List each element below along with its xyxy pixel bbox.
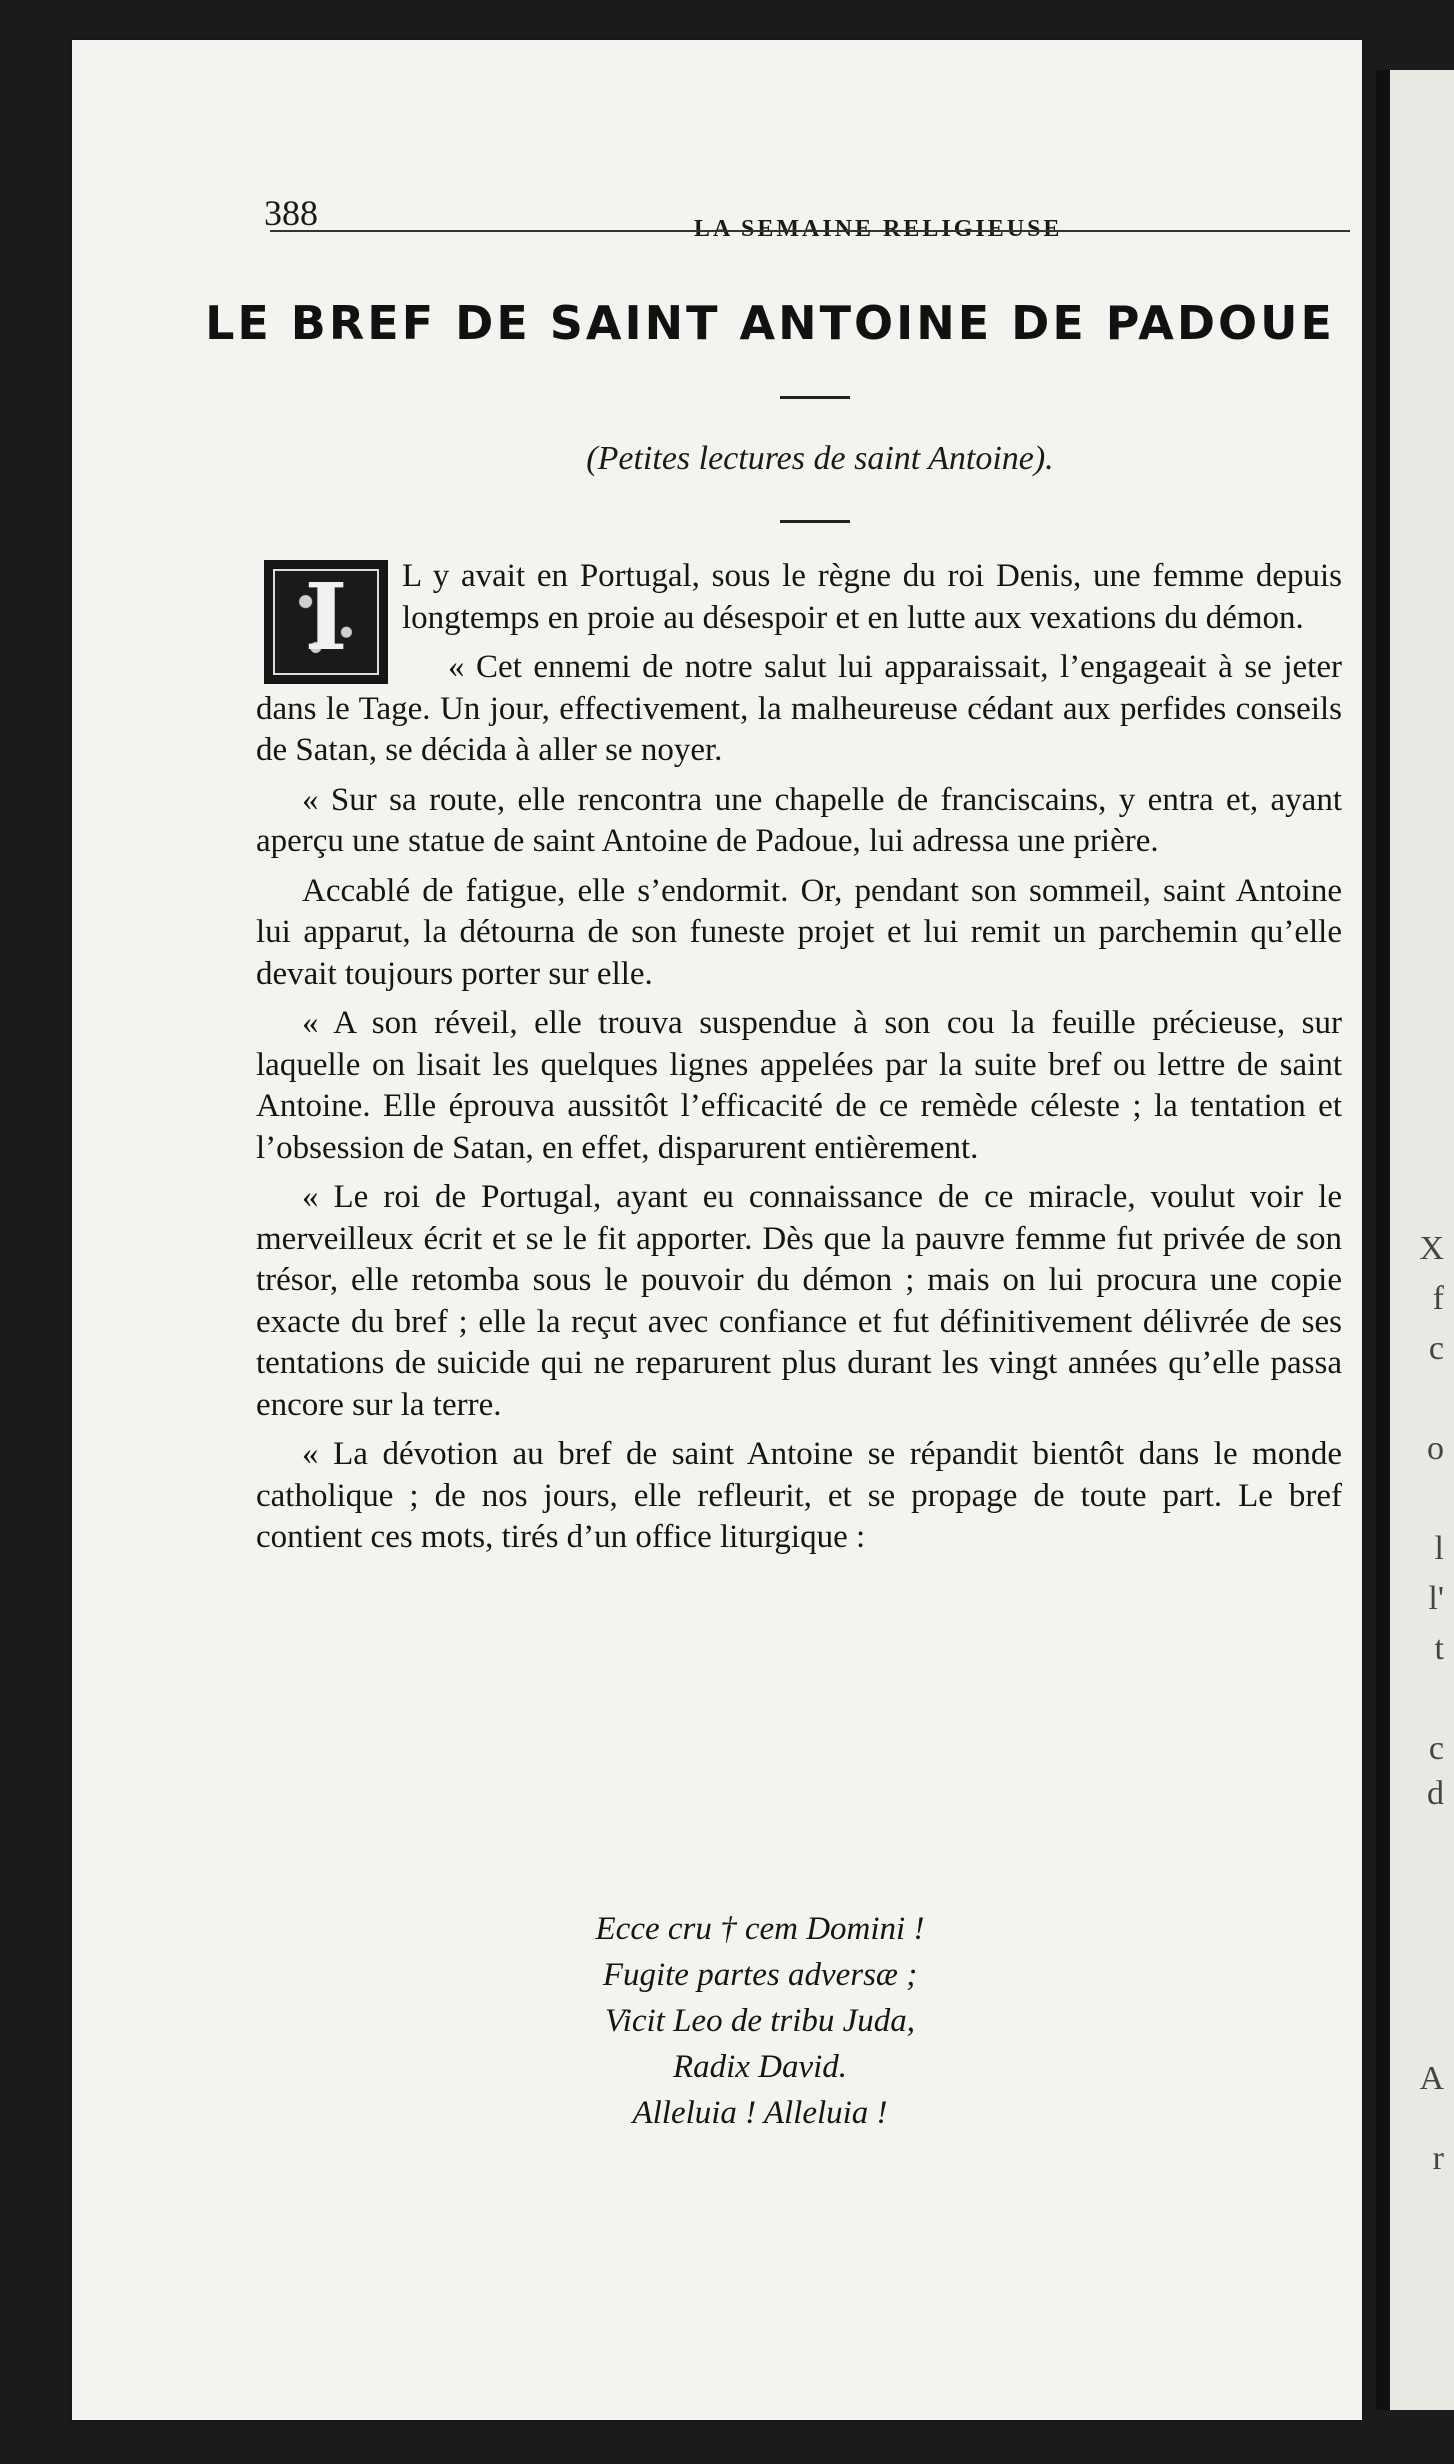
bleed-char: X bbox=[1419, 1230, 1444, 1267]
paragraph: « A son réveil, elle trouva suspendue à son cou la feuille précieuse, sur laquelle on lisait les quelques lignes appelées par la suite bref ou lettre de saint Antoine. Elle éprouva aussitôt l’efficacité de ce remède céleste ; la tentation et l’obsession de Satan, en effet, disparurent entièrement. bbox=[256, 1005, 1342, 1166]
verse-line: Vicit Leo de tribu Juda, bbox=[604, 2003, 916, 2039]
page-number: 388 bbox=[264, 193, 318, 233]
paragraph: « La dévotion au bref de saint Antoine se répandit bientôt dans le monde catholique ; de nos jours, elle refleurit, et se propage de toute part. Le bref contient ces mots, tirés d’un office liturgique : bbox=[256, 1436, 1342, 1555]
bleed-char: o bbox=[1427, 1430, 1444, 1467]
verse-line: Fugite partes adversæ ; bbox=[602, 1957, 918, 1993]
drop-cap bbox=[264, 560, 388, 684]
page-header bbox=[264, 192, 1424, 252]
verse-line: Radix David. bbox=[672, 2049, 848, 2085]
article-title: LE BREF DE SAINT ANTOINE DE PADOUE bbox=[205, 296, 1335, 350]
paragraph: « Le roi de Portugal, ayant eu connaissance de ce miracle, voulut voir le merveilleux écrit et se le fit apporter. Dès que la pauvre femme fut privée de son trésor, elle retomba sous le pouvoir du démon ; mais on lui procura une copie exacte du bref ; elle la reçut avec confiance et fut définitivement délivrée de ses tentations de suicide qui ne reparurent plus durant les vingt années qu’elle passa encore sur la terre. bbox=[256, 1179, 1342, 1423]
drop-cap-letter: I bbox=[304, 563, 348, 671]
bleed-char: d bbox=[1427, 1775, 1444, 1812]
paragraph-text: L y avait en Portugal, sous le règne du roi Denis, une femme depuis longtemps en proie au désespoir et en lutte aux vexations du démon. bbox=[402, 558, 1342, 636]
bleed-char: t bbox=[1434, 1630, 1444, 1667]
latin-verse bbox=[500, 1906, 1020, 2136]
paragraph: « Sur sa route, elle rencontra une chapelle de franciscains, y entra et, ayant aperçu une statue de saint Antoine de Padoue, lui adressa une prière. bbox=[256, 781, 1342, 859]
paragraph: « Cet ennemi de notre salut lui apparaissait, l’engageait à se jeter dans le Tage. Un jour, effectivement, la malheureuse cédant aux perfides conseils de Satan, se décida à aller se noyer. bbox=[256, 649, 1342, 768]
bleed-char: l bbox=[1434, 1530, 1444, 1567]
article-subtitle: (Petites lectures de saint Antoine). bbox=[586, 440, 1054, 477]
bleed-char: r bbox=[1432, 2140, 1444, 2177]
paragraph: Accablé de fatigue, elle s’endormit. Or, pendant son sommeil, saint Antoine lui apparut, la détourna de son funeste projet et lui remit un parchemin qu’elle devait toujours porter sur elle. bbox=[256, 872, 1342, 992]
bleed-char: c bbox=[1428, 1330, 1444, 1367]
verse-line: Alleluia ! Alleluia ! bbox=[632, 2095, 888, 2131]
title-divider bbox=[780, 396, 850, 399]
header-rule bbox=[270, 230, 1350, 232]
bleed-char: l' bbox=[1428, 1580, 1444, 1617]
subtitle-divider bbox=[780, 520, 850, 523]
bleed-char: c bbox=[1428, 1730, 1444, 1767]
bleed-char: A bbox=[1419, 2060, 1444, 2097]
facing-page-edge bbox=[1376, 70, 1454, 2410]
bleed-char: f bbox=[1432, 1280, 1444, 1317]
paragraph bbox=[256, 556, 1342, 671]
article-body bbox=[256, 556, 1342, 1567]
verse-line: Ecce cru † cem Domini ! bbox=[595, 1911, 925, 1947]
running-head: LA SEMAINE RELIGIEUSE bbox=[694, 216, 1063, 242]
